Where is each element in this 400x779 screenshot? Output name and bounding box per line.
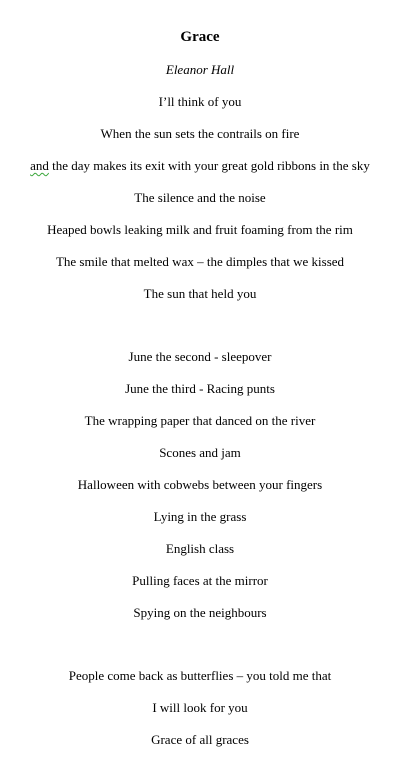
poem-line: I’ll think of you — [158, 94, 242, 109]
poem-line: The silence and the noise — [134, 190, 266, 205]
poem-line: The smile that melted wax – the dimples that we kissed — [55, 254, 345, 269]
poem-line: The wrapping paper that danced on the river — [84, 413, 316, 428]
poem-line: Heaped bowls leaking milk and fruit foaming from the rim — [47, 222, 353, 237]
poem-line: When the sun sets the contrails on fire — [100, 126, 300, 141]
poem-line: June the second - sleepover — [128, 349, 272, 364]
poem-line — [0, 157, 400, 175]
poem-line: June the third - Racing punts — [125, 381, 275, 396]
poem-line: Lying in the grass — [153, 509, 247, 524]
poem-title: Grace — [180, 29, 220, 45]
poem-line: The sun that held you — [143, 286, 257, 301]
poem-line: Halloween with cobwebs between your fingers — [77, 477, 323, 492]
poem-author: Eleanor Hall — [165, 62, 235, 77]
poem-line-rest: the day makes its exit with your great gold ribbons in the sky — [52, 158, 370, 173]
poem-line: Pulling faces at the mirror — [132, 573, 268, 588]
poem-line: I will look for you — [152, 700, 248, 715]
poem-line: People come back as butterflies – you told me that — [68, 668, 332, 683]
poem-line: Grace of all graces — [151, 732, 249, 747]
spellcheck-flagged-word[interactable]: and — [30, 158, 49, 173]
poem-line: Spying on the neighbours — [133, 605, 267, 620]
poem-line: English class — [165, 541, 235, 556]
poem-line: Scones and jam — [159, 445, 241, 460]
